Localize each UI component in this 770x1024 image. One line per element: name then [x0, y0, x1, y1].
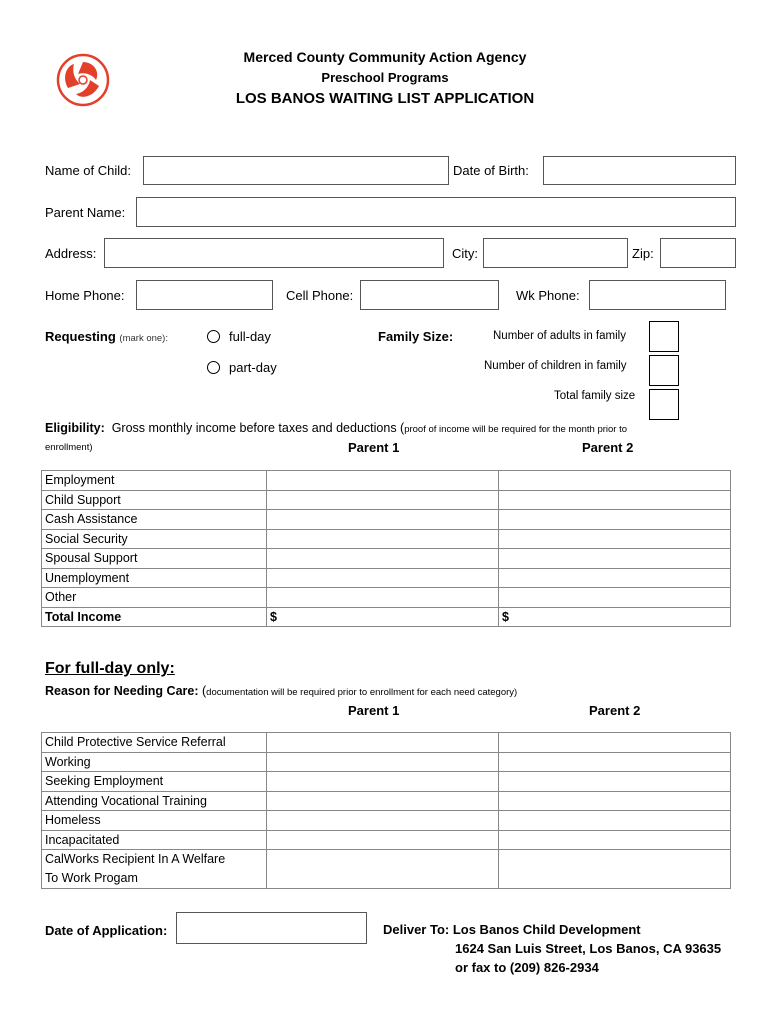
table-row — [42, 588, 731, 608]
income-label: Cash Assistance — [42, 510, 267, 530]
deliver-fax: or fax to (209) 826-2934 — [455, 960, 599, 975]
parent2-cell[interactable] — [499, 752, 731, 772]
adults-label: Number of adults in family — [493, 330, 626, 342]
table-row — [42, 607, 731, 627]
table-row — [42, 568, 731, 588]
parent1-cell[interactable] — [267, 588, 499, 608]
table-row — [42, 772, 731, 792]
elig-parent2-header: Parent 2 — [582, 440, 634, 455]
fullday-heading: For full-day only: — [45, 660, 175, 677]
program-name: Preschool Programs — [321, 70, 449, 85]
need-label: Child Protective Service Referral — [42, 733, 267, 753]
parent1-cell[interactable] — [267, 510, 499, 530]
date-application-label: Date of Application: — [45, 923, 168, 938]
need-label: CalWorks Recipient In A Welfare To Work Progam — [42, 850, 267, 889]
child-name-label: Name of Child: — [45, 163, 131, 178]
total-family-field[interactable] — [649, 389, 679, 420]
need-parent2-header: Parent 2 — [589, 703, 641, 718]
parent1-cell[interactable] — [267, 811, 499, 831]
need-label: Incapacitated — [42, 830, 267, 850]
date-application-field[interactable] — [176, 912, 367, 944]
reason-text: Reason for Needing Care: (documentation will be required prior to enrollment for each need category) — [45, 684, 518, 698]
address-field[interactable] — [104, 238, 444, 268]
parent2-total[interactable]: $ — [499, 607, 731, 627]
cell-phone-field[interactable] — [360, 280, 499, 310]
table-row — [42, 850, 731, 889]
page-title: LOS BANOS WAITING LIST APPLICATION — [235, 90, 535, 107]
parent2-cell[interactable] — [499, 850, 731, 889]
part-day-radio[interactable] — [207, 361, 220, 374]
home-phone-label: Home Phone: — [45, 288, 125, 303]
elig-parent1-header: Parent 1 — [348, 440, 400, 455]
children-field[interactable] — [649, 355, 679, 386]
parent2-cell[interactable] — [499, 733, 731, 753]
income-table — [41, 470, 731, 627]
org-name: Merced County Community Action Agency — [243, 49, 527, 65]
need-parent1-header: Parent 1 — [348, 703, 400, 718]
parent2-cell[interactable] — [499, 471, 731, 491]
table-row — [42, 811, 731, 831]
city-field[interactable] — [483, 238, 628, 268]
table-row — [42, 830, 731, 850]
requesting-label: Requesting (mark one): — [45, 329, 168, 344]
wk-phone-label: Wk Phone: — [516, 288, 580, 303]
income-label: Spousal Support — [42, 549, 267, 569]
family-size-label: Family Size: — [378, 329, 454, 344]
parent2-cell[interactable] — [499, 791, 731, 811]
eligibility-text: Eligibility: Gross monthly income before taxes and deductions (proof of income will be required for the month prior to — [45, 421, 628, 435]
deliver-to: Deliver To: Los Banos Child Development — [383, 922, 641, 937]
parent1-cell[interactable] — [267, 568, 499, 588]
dob-field[interactable] — [543, 156, 736, 185]
parent2-cell[interactable] — [499, 490, 731, 510]
table-row — [42, 490, 731, 510]
parent2-cell[interactable] — [499, 549, 731, 569]
parent1-cell[interactable] — [267, 791, 499, 811]
table-row — [42, 549, 731, 569]
parent1-cell[interactable] — [267, 490, 499, 510]
dob-label: Date of Birth: — [453, 163, 529, 178]
parent1-cell[interactable] — [267, 772, 499, 792]
income-label: Unemployment — [42, 568, 267, 588]
income-label: Other — [42, 588, 267, 608]
parent2-cell[interactable] — [499, 510, 731, 530]
adults-field[interactable] — [649, 321, 679, 352]
table-row — [42, 791, 731, 811]
parent2-cell[interactable] — [499, 588, 731, 608]
parent1-cell[interactable] — [267, 529, 499, 549]
zip-field[interactable] — [660, 238, 736, 268]
parent2-cell[interactable] — [499, 529, 731, 549]
eligibility-note-cont: enrollment) — [45, 442, 93, 453]
parent1-cell[interactable] — [267, 471, 499, 491]
need-table — [41, 732, 731, 889]
need-label: Homeless — [42, 811, 267, 831]
city-label: City: — [452, 246, 479, 261]
table-row — [42, 529, 731, 549]
income-label: Social Security — [42, 529, 267, 549]
table-row — [42, 471, 731, 491]
parent2-cell[interactable] — [499, 811, 731, 831]
parent1-total[interactable]: $ — [267, 607, 499, 627]
parent2-cell[interactable] — [499, 568, 731, 588]
part-day-label: part-day — [229, 360, 277, 375]
income-label: Child Support — [42, 490, 267, 510]
parent1-cell[interactable] — [267, 752, 499, 772]
wk-phone-field[interactable] — [589, 280, 726, 310]
parent1-cell[interactable] — [267, 549, 499, 569]
income-label: Employment — [42, 471, 267, 491]
total-family-label: Total family size — [554, 390, 636, 402]
table-row — [42, 733, 731, 753]
child-name-field[interactable] — [143, 156, 449, 185]
total-income-label: Total Income — [42, 607, 267, 627]
home-phone-field[interactable] — [136, 280, 273, 310]
cell-phone-label: Cell Phone: — [286, 288, 354, 303]
parent-name-label: Parent Name: — [45, 205, 126, 220]
parent1-cell[interactable] — [267, 733, 499, 753]
parent2-cell[interactable] — [499, 830, 731, 850]
parent1-cell[interactable] — [267, 830, 499, 850]
zip-label: Zip: — [632, 246, 654, 261]
parent-name-field[interactable] — [136, 197, 736, 227]
table-row — [42, 510, 731, 530]
parent1-cell[interactable] — [267, 850, 499, 889]
children-label: Number of children in family — [484, 360, 627, 372]
table-row — [42, 752, 731, 772]
parent2-cell[interactable] — [499, 772, 731, 792]
need-label: Working — [42, 752, 267, 772]
full-day-label: full-day — [229, 329, 271, 344]
deliver-address: 1624 San Luis Street, Los Banos, CA 93635 — [455, 941, 722, 956]
need-label: Seeking Employment — [42, 772, 267, 792]
address-label: Address: — [45, 246, 97, 261]
full-day-radio[interactable] — [207, 330, 220, 343]
need-label: Attending Vocational Training — [42, 791, 267, 811]
